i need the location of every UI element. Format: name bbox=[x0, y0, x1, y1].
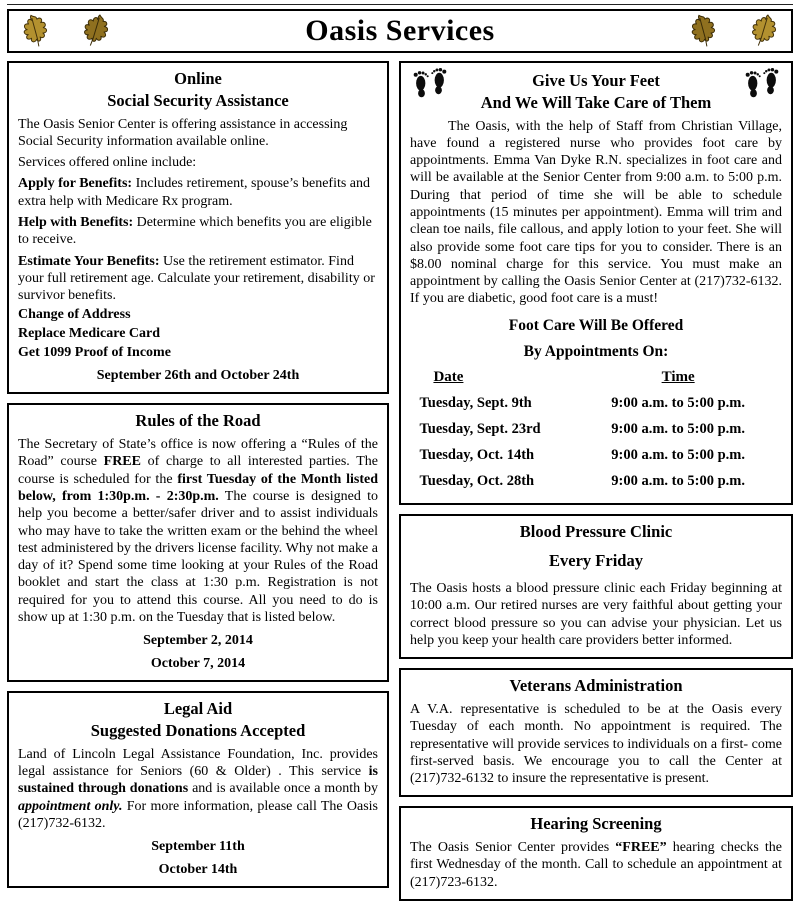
date-column-header: Date bbox=[433, 368, 464, 385]
oak-leaf-icon bbox=[16, 8, 56, 53]
masthead-left-leaves bbox=[21, 12, 181, 50]
paragraph-bold: FREE bbox=[103, 454, 141, 470]
section-heading: Veterans Administration bbox=[509, 676, 683, 696]
schedule-date: Tuesday, Sept. 23rd bbox=[419, 421, 541, 438]
section-heading: Legal Aid bbox=[163, 699, 233, 719]
schedule-time: 9:00 a.m. to 5:00 p.m. bbox=[611, 421, 745, 438]
masthead-right-leaves bbox=[619, 12, 779, 50]
veterans-paragraph: A V.A. representative is scheduled to be at the Oasis every Tuesday of each month. No appointment is required. The representative will provide services to individuals on a first- come first-served basis. We encourage you to call the Center at (217)732-6132 to insure the representative is present. bbox=[410, 701, 782, 787]
session-date: September 11th bbox=[151, 839, 245, 855]
schedule-row bbox=[417, 391, 774, 417]
benefit-item-lead: Apply for Benefits: bbox=[18, 176, 133, 192]
paragraph-bold: first Tuesday of the Month listed below, from 1:30p.m. - 2:30p.m. bbox=[18, 471, 378, 504]
service-line: Get 1099 Proof of Income bbox=[18, 345, 171, 361]
schedule-time: 9:00 a.m. to 5:00 p.m. bbox=[611, 395, 745, 412]
paragraph-text: The course is designed to help you become a better/safer driver and to assist individuals who may have to take the written exam or the behind the wheel test administered by the drivers license facility. Why not make a day of it? Spend some time looking at your Rules of the Road booklet and start the class at 1:30 p.m. Registration is not required for you to attend this course. All you need to do is show up at 1:30 p.m. on the Tuesday that is listed below. bbox=[18, 488, 378, 625]
section-subheading: And We Will Take Care of Them bbox=[480, 92, 712, 112]
benefit-item bbox=[18, 175, 378, 210]
oak-leaf-icon bbox=[745, 9, 783, 53]
page-top-rule bbox=[7, 4, 793, 5]
section-heading: Blood Pressure Clinic bbox=[519, 521, 673, 541]
section-heading: Rules of the Road bbox=[135, 411, 261, 431]
schedule-row bbox=[417, 469, 774, 495]
oak-leaf-icon bbox=[684, 8, 724, 53]
time-column-header: Time bbox=[661, 368, 695, 385]
hearing-paragraph bbox=[410, 839, 782, 891]
section-heading: Online bbox=[174, 69, 222, 88]
rules-paragraph bbox=[18, 436, 378, 626]
section-subheading: Social Security Assistance bbox=[107, 90, 289, 110]
blood-pressure-paragraph: The Oasis hosts a blood pressure clinic each Friday beginning at 10:00 a.m. Our retired nurses are very faithful about getting your correct blood pressure so you can advise your physician. Let us help you keep your health care providers better informed. bbox=[410, 581, 782, 648]
section-blood-pressure bbox=[399, 514, 793, 660]
paragraph-bold-italic: appointment only. bbox=[18, 798, 123, 814]
schedule-row bbox=[417, 417, 774, 443]
section-legal-aid bbox=[7, 691, 389, 888]
benefit-item-lead: Help with Benefits: bbox=[18, 214, 134, 230]
paragraph-text: The Secretary of State’s office is now offering a “Rules of the Road” course bbox=[18, 437, 378, 470]
schedule-date: Tuesday, Oct. 14th bbox=[419, 447, 535, 464]
section-veterans-administration bbox=[399, 668, 793, 797]
section-rules-of-the-road bbox=[7, 403, 389, 682]
course-date: October 7, 2014 bbox=[150, 656, 246, 672]
foot-care-paragraph: The Oasis, with the help of Staff from Christian Village, have found a registered nurse who provides foot care by appointments. Emma Van Dyke R.N. specializes in foot care and will be available at the Senior Center from 9:00 a.m. to 5:00 p.m. During that period of time she will be able to schedule appointments (15 minutes per appointment). Emma will trim and clean toe nails, file callous, and apply lotion to your feet. She will also provide some foot care tips for you to consider. There is an $8.00 nominal charge for this service. You must make an appointment by calling the Oasis Senior Center at (217)732-6132. If you are diabetic, good foot care is a must! bbox=[410, 118, 782, 307]
schedule-time: 9:00 a.m. to 5:00 p.m. bbox=[611, 447, 745, 464]
right-column bbox=[399, 61, 793, 901]
benefit-item-text: Includes retirement, spouse’s benefits and extra help with Medicare Rx program. bbox=[18, 176, 371, 209]
benefit-item-text: Use the retirement estimator. Find your full retirement age. Calculate your retirement, disability or survivor benefits. bbox=[18, 253, 375, 304]
schedule-date: Tuesday, Oct. 28th bbox=[419, 473, 535, 490]
section-subheading: Every Friday bbox=[549, 551, 643, 571]
schedule-time: 9:00 a.m. to 5:00 p.m. bbox=[611, 473, 745, 490]
intro-text: The Oasis Senior Center is offering assistance in accessing Social Security information available online. bbox=[18, 116, 348, 149]
footprints-icon bbox=[409, 67, 451, 101]
section-heading: Hearing Screening bbox=[530, 814, 662, 834]
schedule-header-row bbox=[417, 369, 774, 391]
section-hearing-screening bbox=[399, 806, 793, 901]
section-heading: Give Us Your Feet bbox=[532, 71, 660, 90]
masthead bbox=[7, 9, 793, 53]
section-social-security bbox=[7, 61, 389, 394]
paragraph-text: For more information, please call The Oasis (217)732-6132. bbox=[18, 798, 378, 831]
paragraph-text: The Oasis Senior Center provides bbox=[410, 840, 616, 856]
services-label: Services offered online include: bbox=[18, 155, 197, 171]
benefit-item-text: Determine which benefits you are eligible to receive. bbox=[18, 214, 372, 248]
left-column bbox=[7, 61, 389, 888]
content-columns bbox=[7, 61, 793, 901]
service-line: Replace Medicare Card bbox=[18, 326, 161, 342]
benefit-item bbox=[18, 253, 378, 305]
legal-aid-paragraph bbox=[18, 746, 378, 832]
footprints-icon bbox=[741, 67, 783, 101]
paragraph-text: Land of Lincoln Legal Assistance Foundation, Inc. provides legal assistance for Seniors (60 & Older) . This service bbox=[18, 746, 378, 780]
benefit-item bbox=[18, 214, 378, 249]
schedule-date: Tuesday, Sept. 9th bbox=[419, 395, 532, 412]
foot-care-appointments-line: By Appointments On: bbox=[523, 343, 669, 361]
benefit-item-lead: Estimate Your Benefits: bbox=[18, 253, 160, 269]
course-date: September 2, 2014 bbox=[143, 633, 253, 649]
oak-leaf-icon bbox=[77, 9, 115, 53]
paragraph-text: of charge to all interested parties. The course is scheduled for the bbox=[18, 454, 378, 487]
section-foot-care bbox=[399, 61, 793, 505]
page-title: Oasis Services bbox=[305, 14, 495, 47]
schedule-row bbox=[417, 443, 774, 469]
foot-care-offer-line: Foot Care Will Be Offered bbox=[508, 316, 684, 334]
service-line: Change of Address bbox=[18, 307, 131, 323]
session-dates: September 26th and October 24th bbox=[96, 368, 300, 384]
foot-care-schedule-table bbox=[417, 369, 774, 495]
paragraph-bold: is sustained through donations bbox=[18, 764, 378, 797]
paragraph-bold: “FREE” bbox=[615, 840, 667, 856]
section-subheading: Suggested Donations Accepted bbox=[90, 720, 306, 740]
session-date: October 14th bbox=[158, 862, 238, 878]
paragraph-text: hearing checks the first Wednesday of the month. Call to schedule an appointment at (217)723-6132. bbox=[410, 840, 782, 890]
paragraph-text: and is available once a month by bbox=[188, 781, 378, 797]
